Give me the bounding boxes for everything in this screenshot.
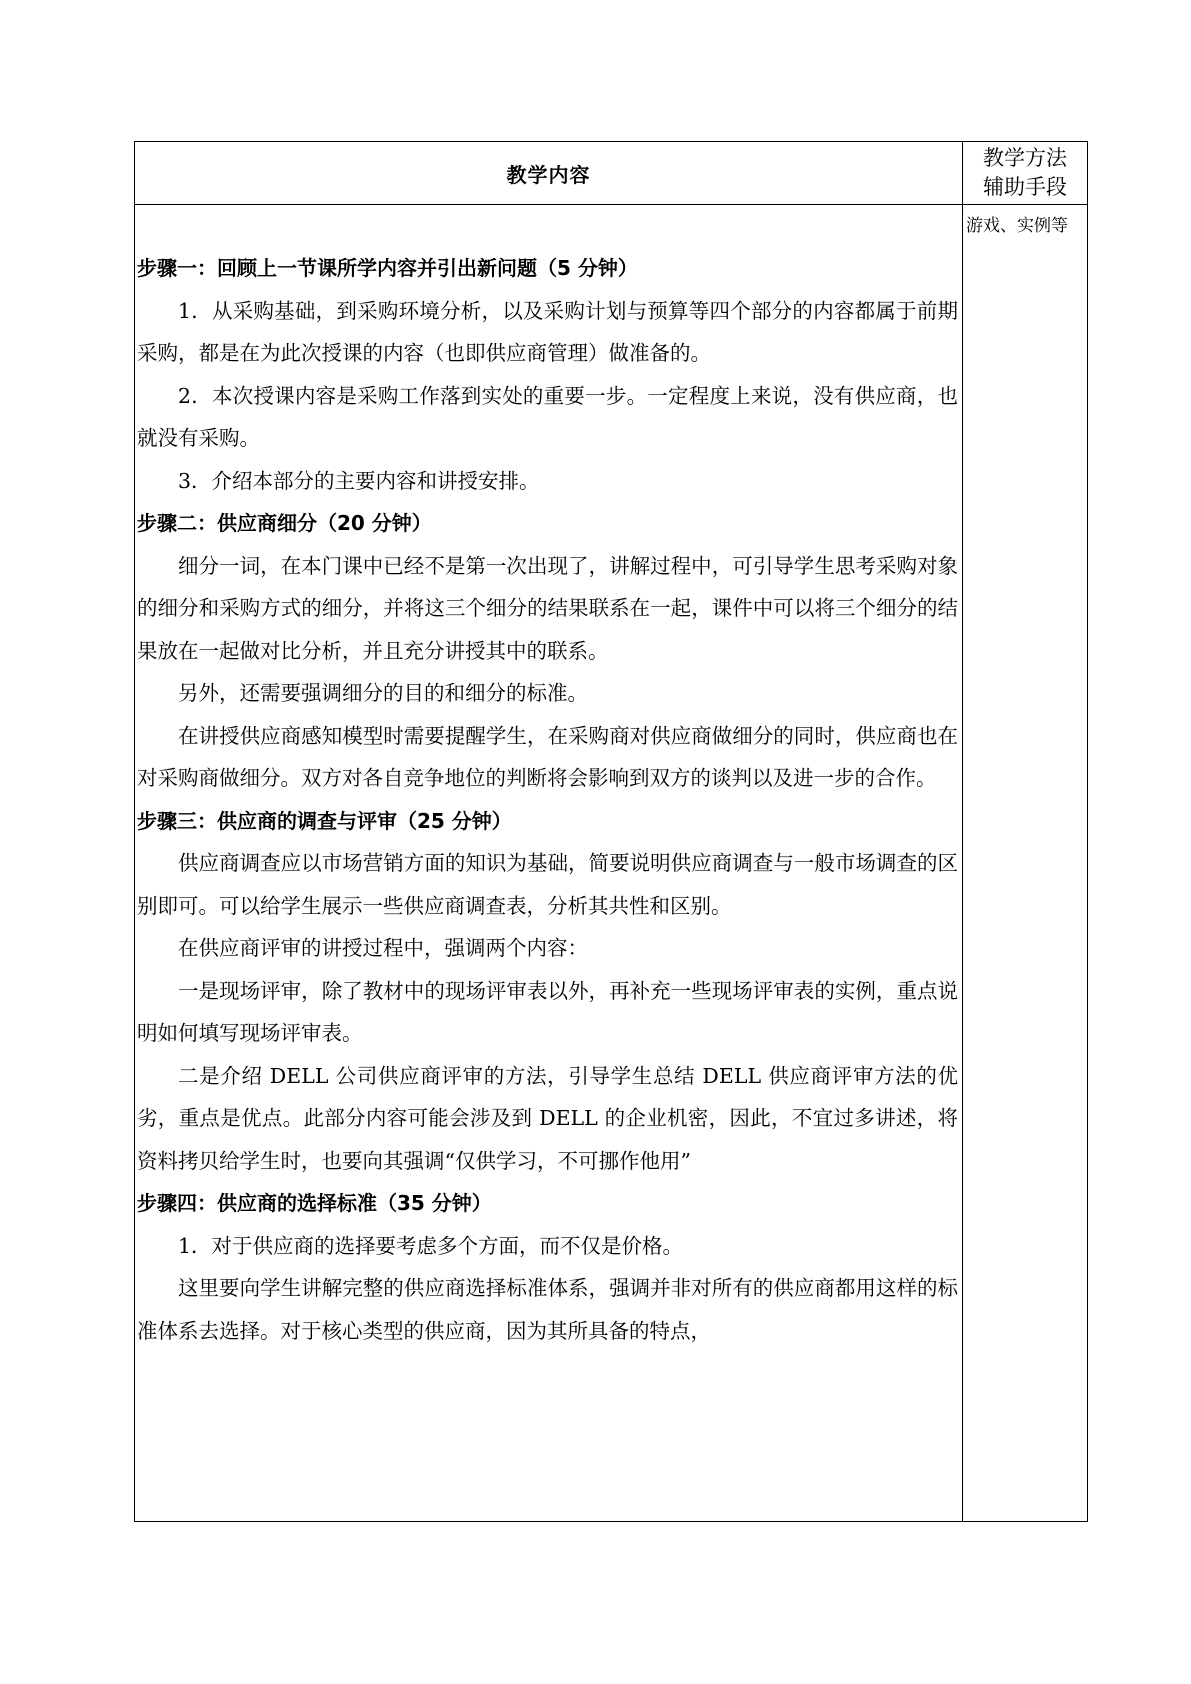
step-4-paragraph-2: 这里要向学生讲解完整的供应商选择标准体系，强调并非对所有的供应商都用这样的标准体系去选择。对于核心类型的供应商，因为其所具备的特点，: [137, 1276, 958, 1343]
step-3-paragraph-2: 在供应商评审的讲授过程中，强调两个内容：: [178, 936, 588, 960]
content-blocks: [137, 247, 958, 1352]
table-body-row: [135, 205, 1088, 1522]
top-spacer: [137, 205, 958, 247]
method-cell: 游戏、实例等: [963, 205, 1088, 1522]
step-1-paragraph-1: 1．从采购基础，到采购环境分析，以及采购计划与预算等四个部分的内容都属于前期采购，都是在为此次授课的内容（也即供应商管理）做准备的。: [137, 298, 958, 365]
method-column-header: [963, 142, 1088, 205]
step-1-paragraph-2: 2．本次授课内容是采购工作落到实处的重要一步。一定程度上来说，没有供应商，也就没有采购。: [137, 383, 958, 450]
content-cell: [135, 205, 963, 1522]
step-2-paragraph-1: 细分一词，在本门课中已经不是第一次出现了，讲解过程中，可引导学生思考采购对象的细分和采购方式的细分，并将这三个细分的结果联系在一起，课件中可以将三个细分的结果放在一起做对比分析，并且充分讲授其中的联系。: [137, 553, 958, 663]
step-4-heading: 步骤四：供应商的选择标准（35 分钟）: [137, 1191, 492, 1215]
step-3-heading: 步骤三：供应商的调查与评审（25 分钟）: [137, 808, 512, 833]
lesson-plan-table: [134, 141, 1088, 1522]
step-3-paragraph-3: 一是现场评审，除了教材中的现场评审表以外，再补充一些现场评审表的实例，重点说明如何填写现场评审表。: [137, 978, 958, 1045]
step-2-paragraph-3: 在讲授供应商感知模型时需要提醒学生，在采购商对供应商做细分的同时，供应商也在对采购商做细分。双方对各自竞争地位的判断将会影响到双方的谈判以及进一步的合作。: [137, 723, 958, 790]
method-header-line-1: 教学方法: [983, 146, 1067, 170]
method-header-line-2: 辅助手段: [983, 175, 1067, 199]
step-1-heading: 步骤一：回顾上一节课所学内容并引出新问题（5 分钟）: [137, 256, 638, 280]
content-column-header: 教学内容: [135, 142, 963, 205]
step-2-heading: 步骤二：供应商细分（20 分钟）: [137, 511, 432, 535]
step-3-paragraph-4: 二是介绍 DELL 公司供应商评审的方法，引导学生总结 DELL 供应商评审方法的优劣，重点是优点。此部分内容可能会涉及到 DELL 的企业机密，因此，不宜过多讲述，将资料拷贝给学生时，也要向其强调“仅供学习，不可挪作他用”: [137, 1063, 958, 1173]
table-header-row: [135, 142, 1088, 205]
step-4-paragraph-1: 1．对于供应商的选择要考虑多个方面，而不仅是价格。: [178, 1233, 684, 1258]
step-3-paragraph-1: 供应商调查应以市场营销方面的知识为基础，简要说明供应商调查与一般市场调查的区别即可。可以给学生展示一些供应商调查表，分析其共性和区别。: [137, 851, 958, 918]
step-2-paragraph-2: 另外，还需要强调细分的目的和细分的标准。: [178, 681, 588, 705]
step-1-paragraph-3: 3．介绍本部分的主要内容和讲授安排。: [178, 468, 540, 493]
